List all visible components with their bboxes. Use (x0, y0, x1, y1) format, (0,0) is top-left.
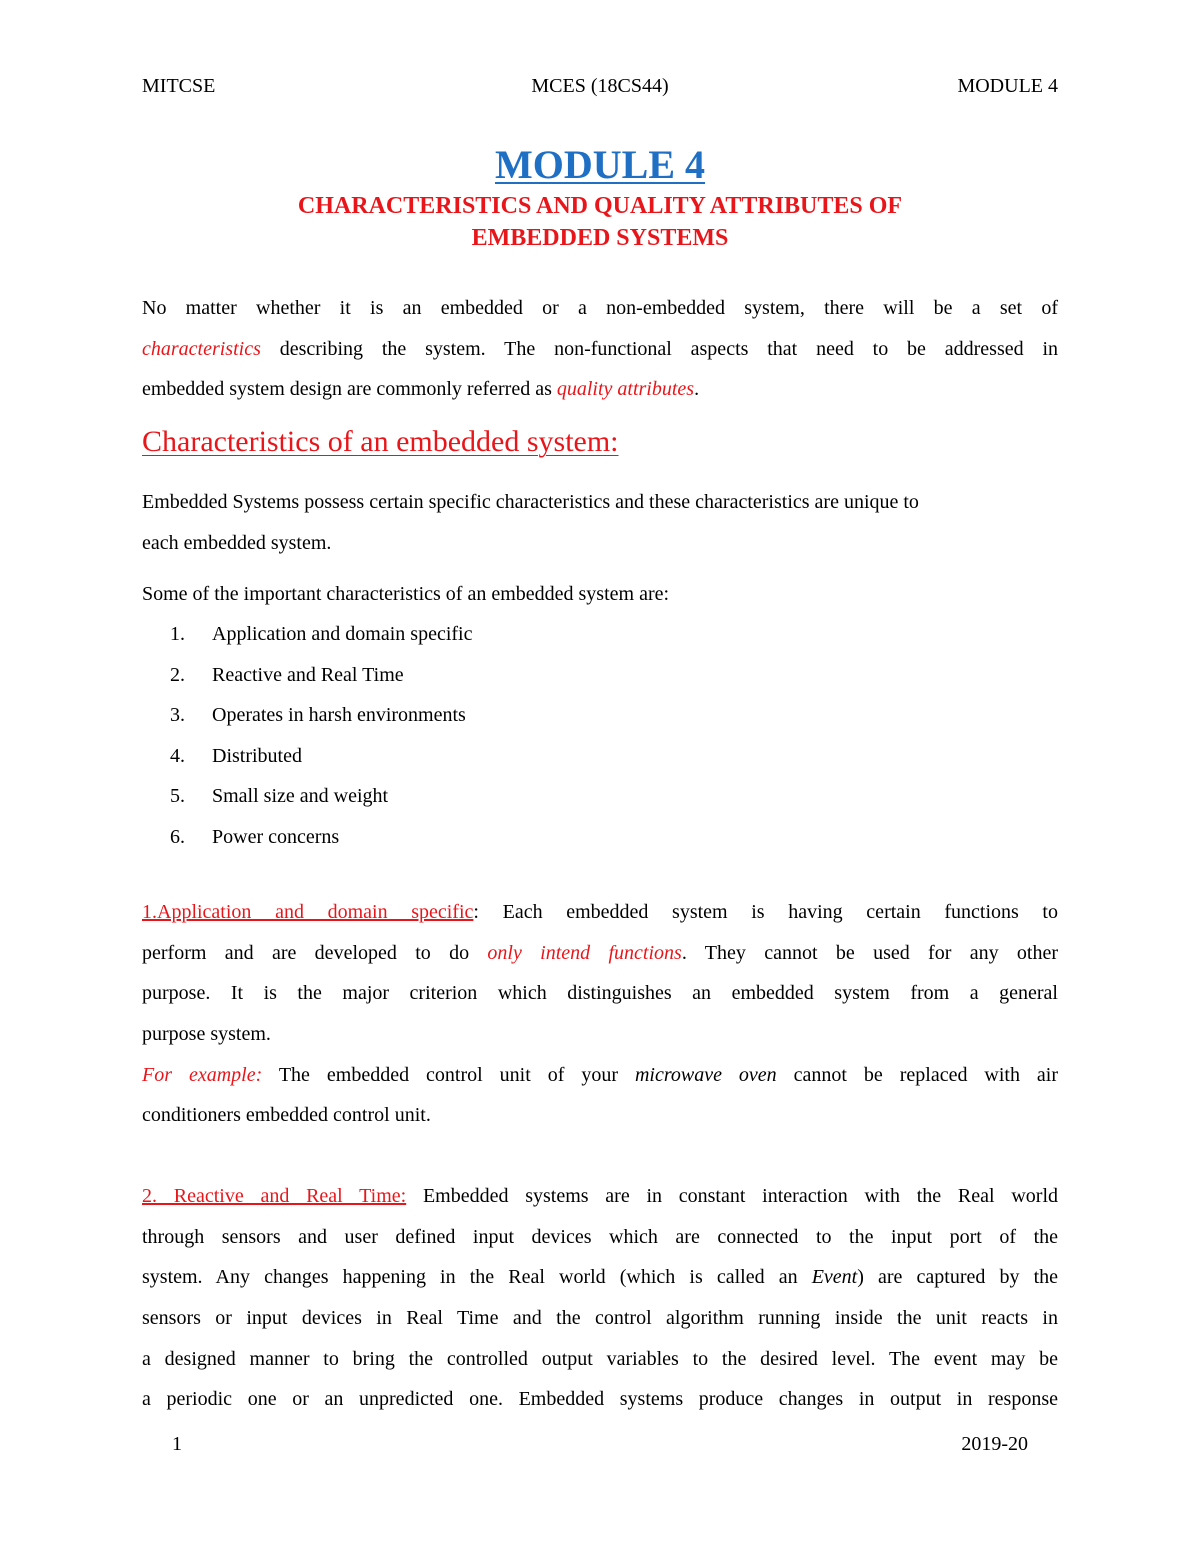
item-2-line-6: a periodic one or an unpredicted one. Embedded systems produce changes in output in response (142, 1388, 1058, 1411)
list-item (170, 736, 472, 777)
item-1-line-2-end: . They cannot be used for any other (681, 941, 1059, 964)
list-item (170, 817, 472, 858)
item-2-label: 2. Reactive and Real Time: (142, 1185, 407, 1207)
item-1-line-1 (142, 892, 1058, 933)
item-2-line-4: sensors or input devices in Real Time and the control algorithm running inside the unit reacts in (142, 1307, 1058, 1330)
item-1-colon: : (473, 901, 479, 923)
section-intro-list (142, 574, 1058, 615)
list-number: 1. (170, 623, 185, 645)
term-characteristics: characteristics (142, 337, 261, 360)
list-number: 6. (170, 825, 185, 848)
term-only-intend-functions: only intend functions (487, 941, 682, 964)
example-text-end: cannot be replaced with air (776, 1063, 1059, 1086)
item-2-line-5: a designed manner to bring the controlled output variables to the desired level. The event may be (142, 1347, 1058, 1370)
item-1-line-2 (142, 933, 1058, 974)
item-2-line-3-text: system. Any changes happening in the Real world (which is called an (142, 1266, 812, 1289)
list-text: Distributed (212, 744, 302, 767)
item-1-example-line-1 (142, 1055, 1058, 1096)
list-text: Operates in harsh environments (212, 704, 466, 727)
item-2-line-3-end: ) are captured by the (857, 1266, 1058, 1289)
item-2-line-1-text: Embedded systems are in constant interaction with the Real world (406, 1185, 1058, 1207)
item-1-line-1-text: Each embedded system is having certain functions to (478, 901, 1058, 923)
section-heading: Characteristics of an embedded system: (142, 425, 619, 458)
item-1-line-4: purpose system. (142, 1023, 271, 1046)
intro-paragraph (142, 288, 1058, 410)
intro-line-3-end: . (694, 378, 700, 401)
list-item (170, 776, 472, 817)
subtitle-line-1: CHARACTERISTICS AND QUALITY ATTRIBUTES OF (297, 193, 903, 219)
item-2-paragraph (142, 1176, 1058, 1420)
list-number: 4. (170, 744, 185, 767)
list-text: Application and domain specific (212, 623, 473, 645)
example-text: The embedded control unit of your (262, 1063, 635, 1086)
page-number: 1 (172, 1433, 182, 1455)
item-1-paragraph (142, 892, 1058, 1136)
section-p1-line-2: each embedded system. (142, 531, 332, 554)
intro-line-2-text: describing the system. The non-functional aspects that need to be addressed in (260, 337, 1058, 360)
list-text: Reactive and Real Time (212, 663, 404, 686)
item-2-line-1 (142, 1176, 1058, 1217)
footer-year: 2019-20 (961, 1433, 1028, 1455)
intro-line-3 (142, 369, 1058, 410)
header-right: MODULE 4 (957, 75, 1058, 97)
subtitle-line-2: EMBEDDED SYSTEMS (471, 225, 729, 251)
list-number: 2. (170, 663, 185, 686)
item-1-example-line-2: conditioners embedded control unit. (142, 1104, 431, 1127)
list-item (170, 614, 472, 655)
intro-line-2 (142, 329, 1058, 370)
header-left: MITCSE (142, 75, 216, 97)
list-text: Small size and weight (212, 785, 389, 808)
page-title: MODULE 4 (495, 142, 705, 187)
item-2-line-2: through sensors and user defined input devices which are connected to the input port of the (142, 1225, 1058, 1248)
item-1-label: 1.Application and domain specific (142, 901, 474, 923)
item-1-line-3: purpose. It is the major criterion which distinguishes an embedded system from a general (142, 982, 1058, 1005)
list-item (170, 655, 472, 696)
term-microwave-oven: microwave oven (634, 1063, 777, 1086)
intro-line-1: No matter whether it is an embedded or a non-embedded system, there will be a set of (142, 297, 1058, 319)
list-text: Power concerns (212, 825, 340, 848)
item-2-line-3 (142, 1257, 1058, 1298)
example-label: For example: (142, 1063, 263, 1086)
section-paragraph (142, 482, 1058, 563)
list-number: 3. (170, 704, 185, 727)
intro-line-3-text: embedded system design are commonly referred as (142, 378, 557, 401)
list-number: 5. (170, 785, 185, 808)
term-quality-attributes: quality attributes (556, 378, 695, 401)
term-event: Event (811, 1266, 858, 1289)
section-p1-line-1: Embedded Systems possess certain specific characteristics and these characteristics are unique to (142, 491, 919, 513)
header-center: MCES (18CS44) (531, 75, 669, 97)
item-1-line-2-text: perform and are developed to do (142, 941, 488, 964)
list-item (170, 695, 472, 736)
section-p2: Some of the important characteristics of an embedded system are: (142, 583, 670, 605)
characteristics-list (170, 614, 472, 858)
